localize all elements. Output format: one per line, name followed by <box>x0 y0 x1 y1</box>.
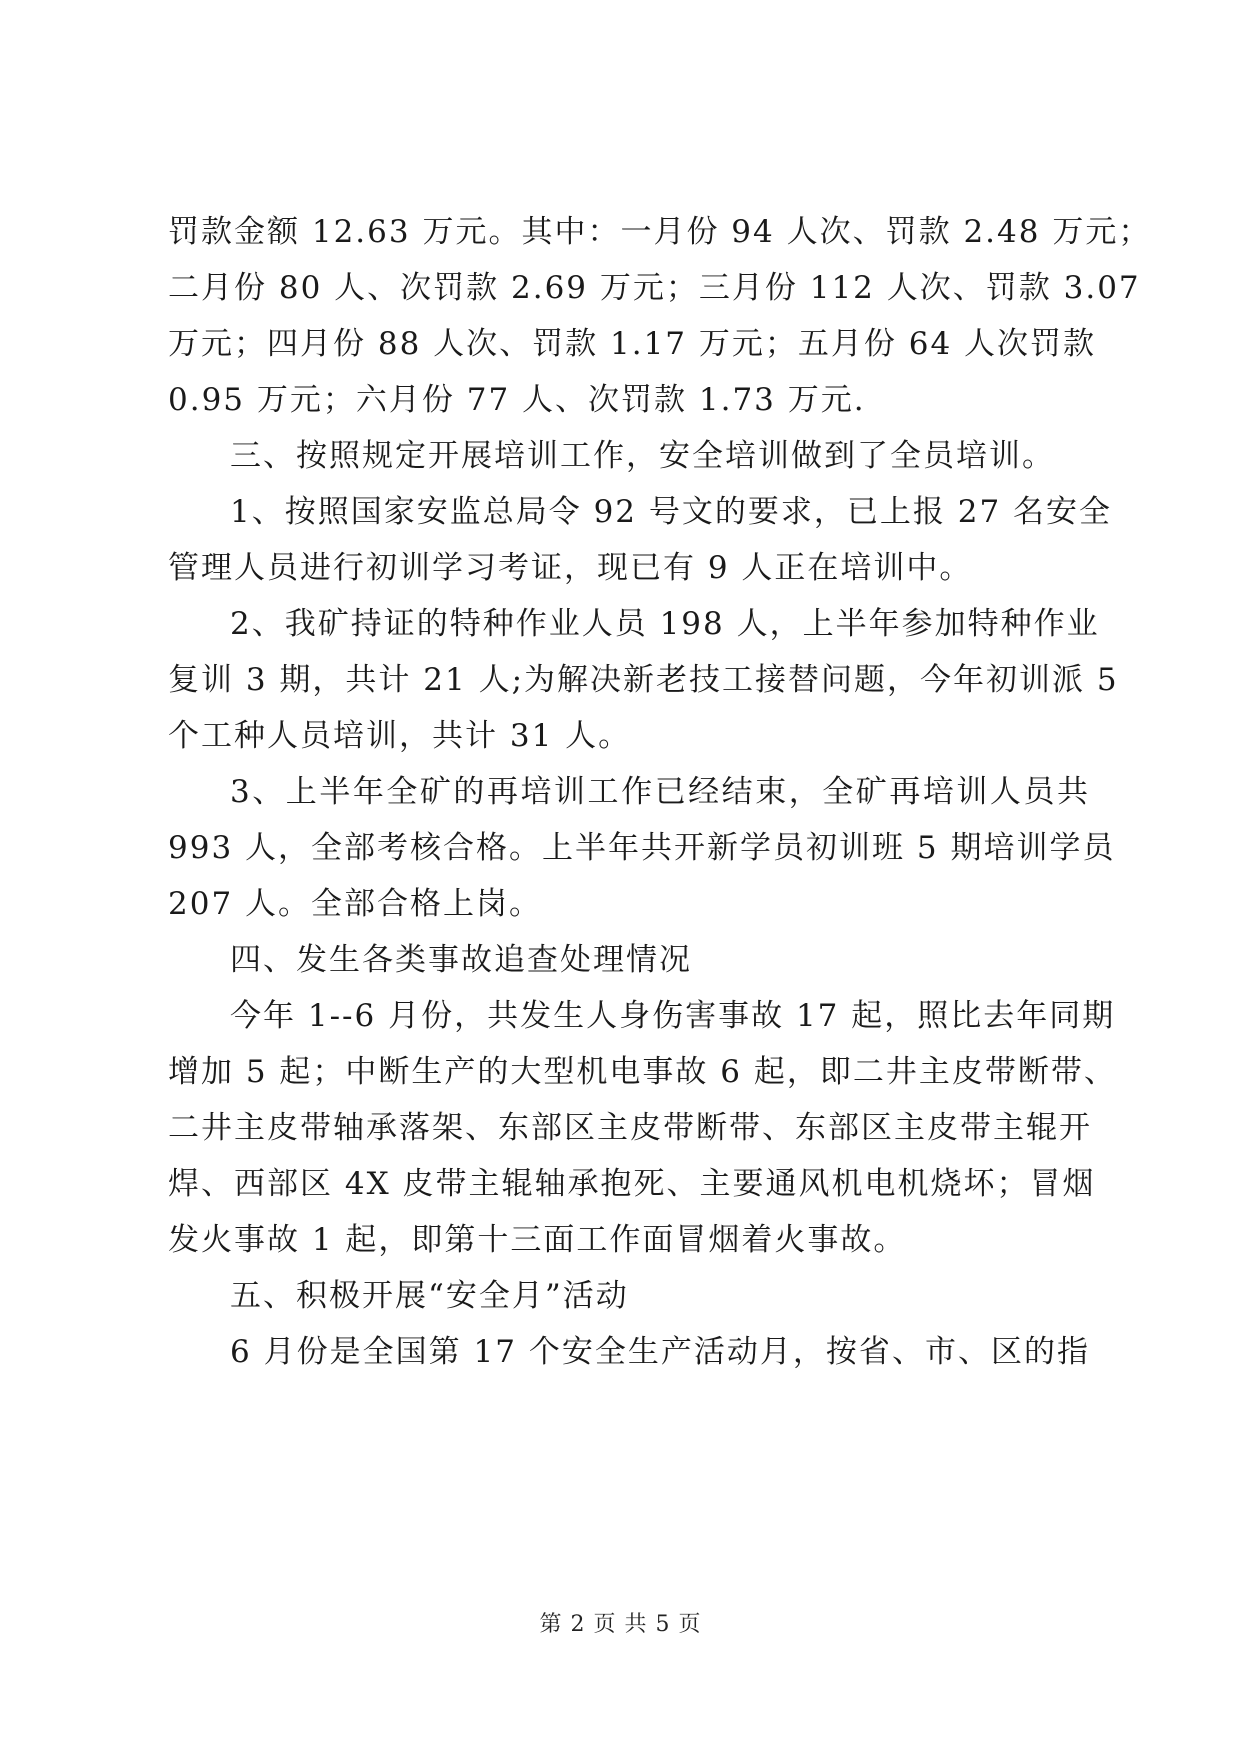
paragraph-line: 二月份 80 人、次罚款 2.69 万元；三月份 112 人次、罚款 3.07 <box>168 270 1141 306</box>
paragraph-line: 管理人员进行初训学习考证，现已有 9 人正在培训中。 <box>168 550 973 586</box>
paragraph-line: 6 月份是全国第 17 个安全生产活动月，按省、市、区的指 <box>230 1334 1090 1370</box>
paragraph-line: 0.95 万元；六月份 77 人、次罚款 1.73 万元. <box>168 382 866 418</box>
paragraph-line: 3、上半年全矿的再培训工作已经结束，全矿再培训人员共 <box>230 774 1090 810</box>
paragraph-line: 今年 1--6 月份，共发生人身伤害事故 17 起，照比去年同期 <box>230 998 1116 1034</box>
paragraph-line: 万元；四月份 88 人次、罚款 1.17 万元；五月份 64 人次罚款 <box>168 326 1097 362</box>
page-number-footer: 第 2 页 共 5 页 <box>539 1612 702 1637</box>
paragraph-line: 二井主皮带轴承落架、东部区主皮带断带、东部区主皮带主辊开 <box>168 1110 1092 1146</box>
paragraph-line: 2、我矿持证的特种作业人员 198 人，上半年参加特种作业 <box>230 606 1100 642</box>
paragraph-line: 207 人。全部合格上岗。 <box>168 886 543 922</box>
paragraph-line: 个工种人员培训，共计 31 人。 <box>168 718 632 754</box>
paragraph-line: 993 人，全部考核合格。上半年共开新学员初训班 5 期培训学员 <box>168 830 1116 866</box>
paragraph-line: 焊、西部区 4X 皮带主辊轴承抱死、主要通风机电机烧坏；冒烟 <box>168 1166 1096 1202</box>
paragraph-line: 增加 5 起；中断生产的大型机电事故 6 起，即二井主皮带断带、 <box>168 1054 1117 1090</box>
paragraph-line: 复训 3 期，共计 21 人;为解决新老技工接替问题，今年初训派 5 <box>168 662 1119 698</box>
section-heading: 五、积极开展“安全月”活动 <box>230 1278 629 1314</box>
section-heading: 三、按照规定开展培训工作，安全培训做到了全员培训。 <box>230 438 1055 474</box>
section-heading: 四、发生各类事故追查处理情况 <box>230 942 692 978</box>
paragraph-line: 发火事故 1 起，即第十三面工作面冒烟着火事故。 <box>168 1222 907 1258</box>
paragraph-line: 1、按照国家安监总局令 92 号文的要求，已上报 27 名安全 <box>230 494 1113 530</box>
paragraph-line: 罚款金额 12.63 万元。其中：一月份 94 人次、罚款 2.48 万元； <box>168 214 1152 250</box>
